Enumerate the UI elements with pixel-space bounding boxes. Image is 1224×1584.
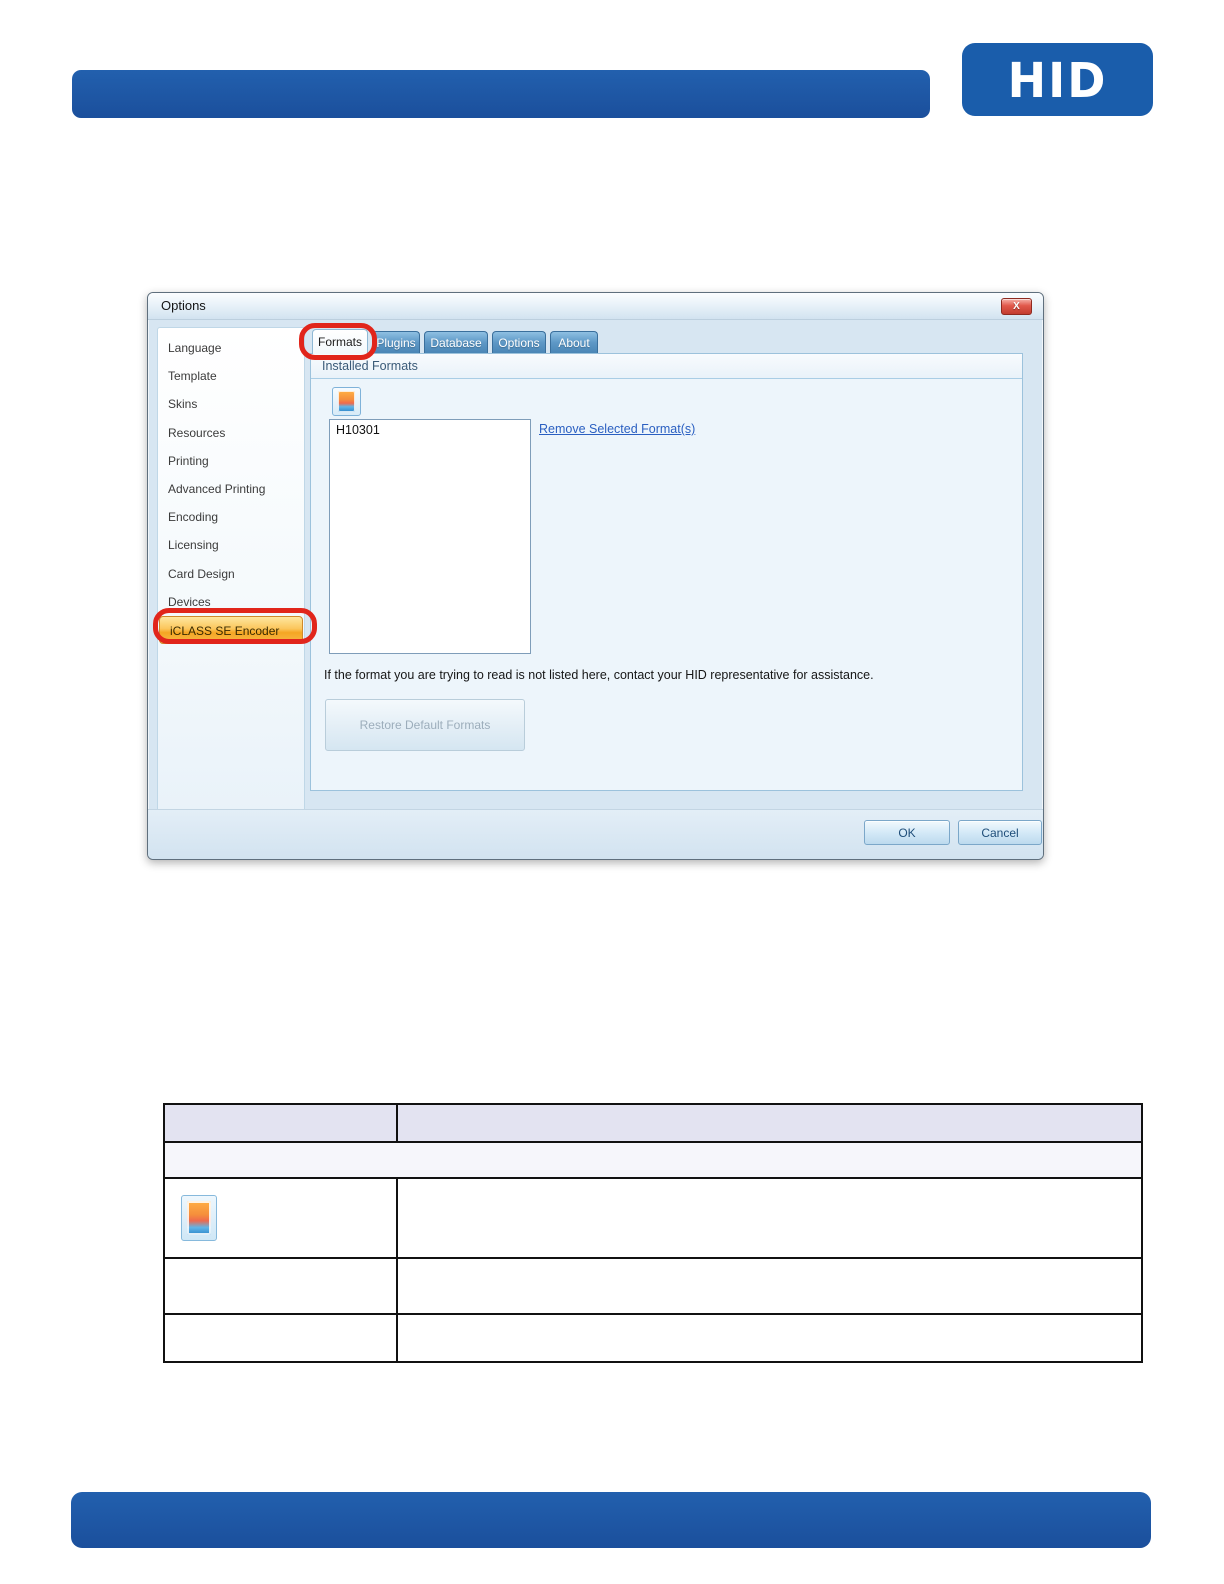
installed-formats-caption: Installed Formats [311,354,1022,379]
ok-button[interactable]: OK [864,820,950,845]
legend-table [163,1103,1143,1363]
tab-about[interactable]: About [550,331,598,353]
table-cell [397,1178,1142,1258]
sidebar-item-devices[interactable]: Devices [168,594,211,609]
tab-plugins[interactable]: Plugins [372,331,420,353]
sidebar-item-iclass-se-encoder[interactable]: iCLASS SE Encoder [159,616,303,644]
cancel-button[interactable]: Cancel [958,820,1042,845]
dialog-titlebar[interactable] [148,293,1043,320]
sidebar-item-advanced-printing[interactable]: Advanced Printing [168,481,266,496]
table-subheader-row [164,1142,1142,1178]
restore-default-formats-button: Restore Default Formats [325,699,525,751]
tab-formats[interactable]: Formats [312,329,368,354]
table-row [164,1314,1142,1362]
tab-database[interactable]: Database [424,331,488,353]
remove-selected-formats-link[interactable]: Remove Selected Format(s) [539,422,696,436]
close-button[interactable] [1001,298,1032,315]
format-card-icon [187,1201,211,1235]
table-cell [397,1314,1142,1362]
sidebar-item-printing[interactable]: Printing [168,453,209,468]
sidebar-item-skins[interactable]: Skins [168,397,198,412]
dialog-footer [148,809,1043,859]
footer-bar [71,1492,1151,1548]
tab-options[interactable]: Options [492,331,546,353]
installed-formats-listbox[interactable] [329,419,531,654]
sidebar-item-licensing[interactable]: Licensing [168,538,219,553]
table-cell-icon [164,1178,397,1258]
sidebar-item-resources[interactable]: Resources [168,425,226,440]
hid-logo-text: HID [1007,51,1108,108]
table-cell [164,1314,397,1362]
hid-logo [962,43,1153,116]
options-dialog [147,292,1044,860]
close-icon: X [1013,300,1020,312]
table-header-row [164,1104,1142,1142]
sidebar-item-template[interactable]: Template [168,369,217,384]
dialog-title: Options [161,298,206,313]
table-header-cell-2 [397,1104,1142,1142]
sidebar-item-card-design[interactable]: Card Design [168,566,235,581]
sidebar-item-encoding[interactable]: Encoding [168,510,219,525]
header-bar [72,70,930,118]
format-card-icon-frame [181,1195,217,1241]
table-subheader-cell [164,1142,1142,1178]
table-row [164,1178,1142,1258]
format-list-item[interactable]: H10301 [336,423,380,437]
table-row [164,1258,1142,1314]
sidebar-item-language[interactable]: Language [168,341,222,355]
formats-help-text: If the format you are trying to read is not listed here, contact your HID representative for assistance. [324,668,874,682]
sidebar [157,327,305,813]
format-card-icon [338,391,355,412]
formats-panel [310,353,1023,791]
table-cell [164,1258,397,1314]
table-cell [397,1258,1142,1314]
table-header-cell-1 [164,1104,397,1142]
add-format-button[interactable] [332,387,361,416]
